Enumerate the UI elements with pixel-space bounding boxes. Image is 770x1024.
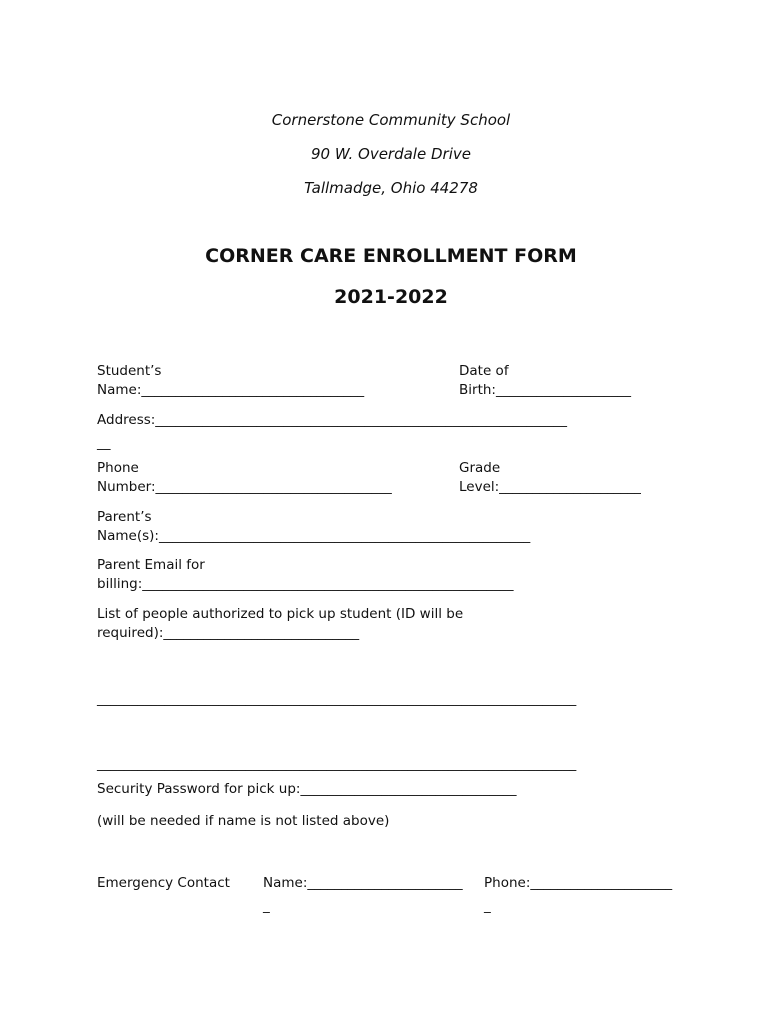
- address-field-overflow: __: [97, 435, 111, 451]
- emergency-phone-overflow: _: [484, 898, 491, 914]
- address-field[interactable]: Address:_____________________________________________________________: [97, 412, 568, 428]
- form-title: CORNER CARE ENROLLMENT FORM: [205, 245, 577, 267]
- school-street: 90 W. Overdale Drive: [311, 145, 471, 163]
- authorized-label: List of people authorized to pick up student (ID will be: [97, 606, 464, 622]
- student-name-field[interactable]: Name:_________________________________: [97, 382, 365, 398]
- school-name: Cornerstone Community School: [271, 111, 511, 129]
- authorized-line-1[interactable]: _______________________________________________________________________: [97, 691, 577, 707]
- form-year: 2021-2022: [334, 286, 448, 308]
- emergency-name-overflow: _: [263, 898, 270, 914]
- phone-field[interactable]: Number:___________________________________: [97, 479, 392, 495]
- emergency-phone-field[interactable]: Phone:_____________________: [484, 875, 673, 891]
- password-note: (will be needed if name is not listed above): [97, 813, 390, 829]
- grade-label: Grade: [459, 460, 501, 476]
- password-field[interactable]: Security Password for pick up:________________________________: [97, 781, 517, 797]
- emergency-contact-label: Emergency Contact: [97, 875, 230, 891]
- parents-field[interactable]: Name(s):_______________________________________________________: [97, 528, 531, 544]
- authorized-field[interactable]: required):_____________________________: [97, 625, 360, 641]
- dob-field[interactable]: Birth:____________________: [459, 382, 631, 398]
- parents-label: Parent’s: [97, 509, 152, 525]
- authorized-line-2[interactable]: _______________________________________________________________________: [97, 756, 577, 772]
- email-field[interactable]: billing:_______________________________________________________: [97, 576, 514, 592]
- grade-field[interactable]: Level:_____________________: [459, 479, 641, 495]
- dob-label: Date of: [459, 363, 509, 379]
- school-city: Tallmadge, Ohio 44278: [304, 179, 478, 197]
- student-name-label: Student’s: [97, 363, 162, 379]
- email-label: Parent Email for: [97, 557, 205, 573]
- phone-label: Phone: [97, 460, 139, 476]
- emergency-name-field[interactable]: Name:_______________________: [263, 875, 463, 891]
